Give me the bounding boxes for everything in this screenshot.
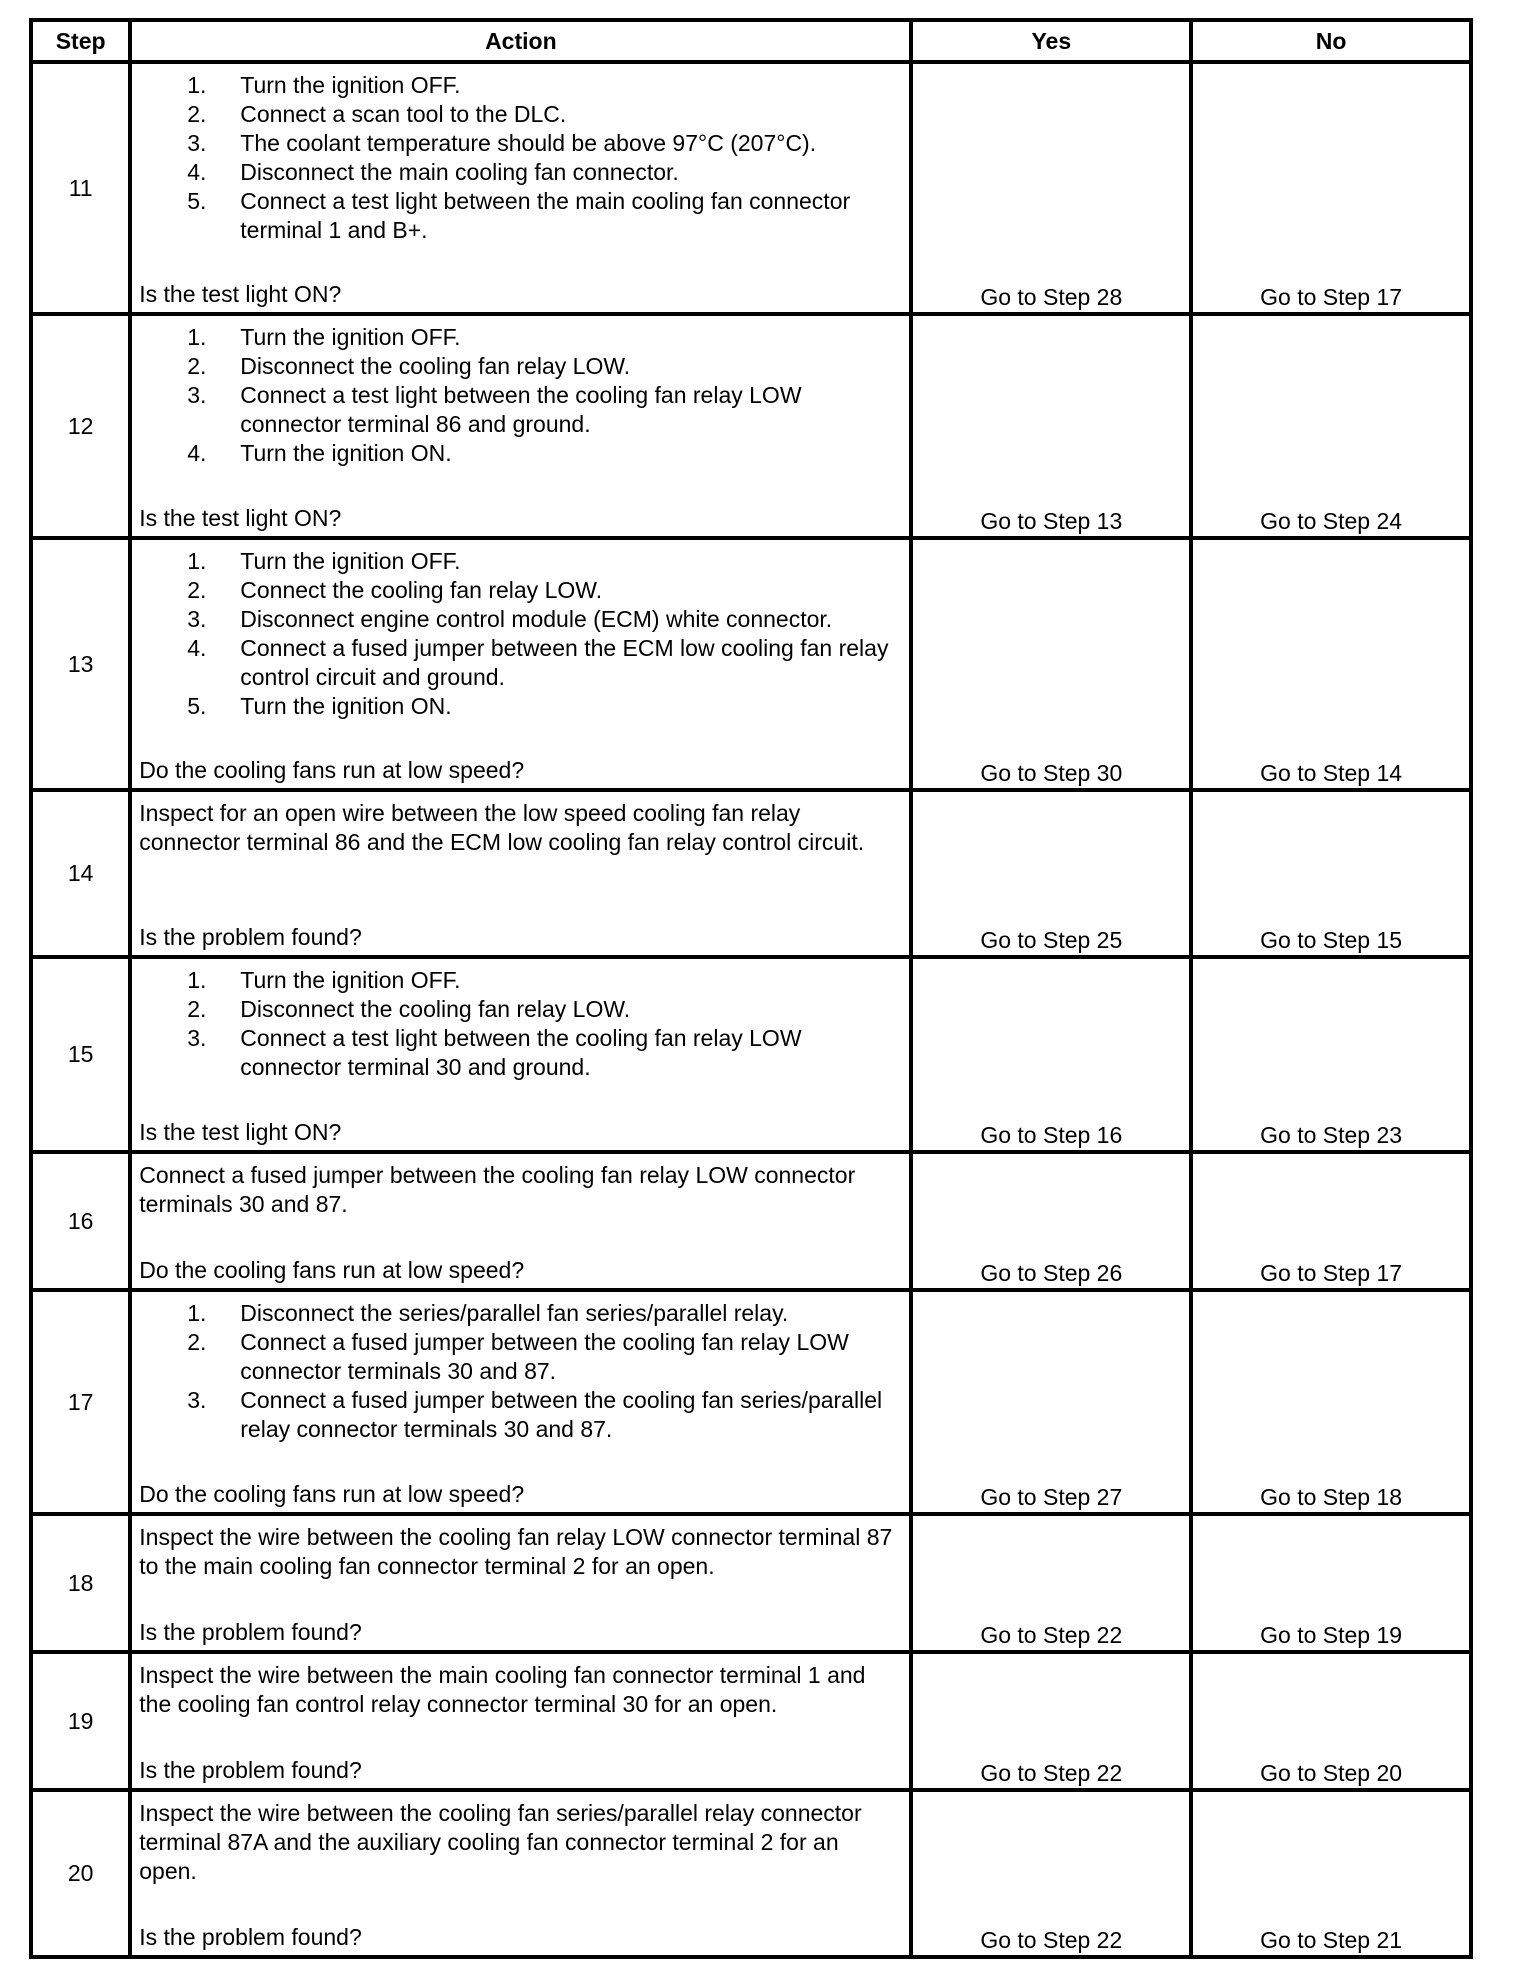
action-question: Is the problem found? — [139, 1757, 362, 1783]
step-number: 17 — [31, 1290, 130, 1514]
action-step — [139, 1299, 901, 1328]
action-step-text: Disconnect the main cooling fan connector. — [240, 159, 679, 185]
action-cell — [130, 1514, 911, 1652]
action-step-number: 4. — [187, 159, 207, 185]
action-step-text: Connect a test light between the main cooling fan connector terminal 1 and B+. — [240, 188, 851, 243]
yes-result: Go to Step 30 — [911, 538, 1191, 790]
action-step-text: Connect a test light between the cooling fan relay LOW connector terminal 30 and ground. — [240, 1025, 802, 1080]
action-step-text: Turn the ignition OFF. — [240, 324, 461, 350]
action-body — [132, 792, 909, 857]
no-result: Go to Step 24 — [1191, 314, 1471, 538]
action-cell — [130, 62, 911, 314]
action-step-number: 3. — [187, 382, 207, 408]
action-step-text: Turn the ignition OFF. — [240, 72, 461, 98]
action-step — [139, 1328, 901, 1386]
action-step-number: 3. — [187, 606, 207, 632]
table-row — [31, 957, 1471, 1152]
action-step — [139, 1024, 901, 1082]
action-step-text: Turn the ignition OFF. — [240, 967, 461, 993]
step-number: 15 — [31, 957, 130, 1152]
action-steps-list — [139, 547, 901, 721]
yes-result: Go to Step 27 — [911, 1290, 1191, 1514]
table-row — [31, 538, 1471, 790]
action-step-number: 2. — [187, 353, 207, 379]
action-step-text: Disconnect engine control module (ECM) white connector. — [240, 606, 833, 632]
action-cell — [130, 1652, 911, 1790]
action-step — [139, 100, 901, 129]
action-cell — [130, 790, 911, 957]
table-row — [31, 314, 1471, 538]
step-number: 12 — [31, 314, 130, 538]
no-result: Go to Step 21 — [1191, 1790, 1471, 1957]
table-row — [31, 1652, 1471, 1790]
action-cell — [130, 538, 911, 790]
action-step — [139, 439, 901, 468]
action-step — [139, 605, 901, 634]
action-step — [139, 158, 901, 187]
step-number: 11 — [31, 62, 130, 314]
action-body — [132, 1154, 909, 1219]
action-step-number: 4. — [187, 440, 207, 466]
action-cell — [130, 957, 911, 1152]
action-steps-list — [139, 71, 901, 245]
action-question: Is the problem found? — [139, 1924, 362, 1950]
action-question: Do the cooling fans run at low speed? — [139, 1257, 525, 1283]
step-number: 13 — [31, 538, 130, 790]
action-step — [139, 381, 901, 439]
table-row — [31, 790, 1471, 957]
no-result: Go to Step 19 — [1191, 1514, 1471, 1652]
step-number: 18 — [31, 1514, 130, 1652]
yes-result: Go to Step 26 — [911, 1152, 1191, 1290]
no-result: Go to Step 17 — [1191, 1152, 1471, 1290]
action-step-number: 1. — [187, 967, 207, 993]
action-step-number: 2. — [187, 577, 207, 603]
action-step — [139, 995, 901, 1024]
action-step-number: 1. — [187, 1300, 207, 1326]
action-question: Is the test light ON? — [139, 281, 342, 307]
no-result: Go to Step 14 — [1191, 538, 1471, 790]
step-number: 19 — [31, 1652, 130, 1790]
yes-result: Go to Step 25 — [911, 790, 1191, 957]
action-question: Do the cooling fans run at low speed? — [139, 1481, 525, 1507]
action-question: Is the problem found? — [139, 924, 362, 950]
action-step-text: Connect the cooling fan relay LOW. — [240, 577, 603, 603]
action-step — [139, 966, 901, 995]
action-text: Inspect the wire between the cooling fan relay LOW connector terminal 87 to the main cooling fan connector terminal 2 for an open. — [139, 1524, 893, 1579]
yes-result: Go to Step 16 — [911, 957, 1191, 1152]
header-no: No — [1191, 20, 1471, 62]
action-step-number: 2. — [187, 101, 207, 127]
action-body — [132, 64, 909, 245]
yes-result: Go to Step 28 — [911, 62, 1191, 314]
action-step-text: Connect a fused jumper between the cooling fan series/parallel relay connector terminals 30 and 87. — [240, 1387, 883, 1442]
action-cell — [130, 314, 911, 538]
action-step — [139, 576, 901, 605]
action-step-number: 2. — [187, 996, 207, 1022]
header-row — [31, 20, 1471, 62]
action-step-text: Connect a fused jumper between the cooling fan relay LOW connector terminals 30 and 87. — [240, 1329, 849, 1384]
header-yes: Yes — [911, 20, 1191, 62]
action-step-text: Turn the ignition ON. — [240, 693, 452, 719]
action-step — [139, 1386, 901, 1444]
action-question: Is the test light ON? — [139, 505, 342, 531]
action-step — [139, 547, 901, 576]
action-step-number: 3. — [187, 1025, 207, 1051]
action-step-number: 1. — [187, 72, 207, 98]
action-step-text: Disconnect the series/parallel fan series/parallel relay. — [240, 1300, 789, 1326]
action-step — [139, 352, 901, 381]
action-step-text: Connect a test light between the cooling fan relay LOW connector terminal 86 and ground. — [240, 382, 802, 437]
action-step-number: 1. — [187, 324, 207, 350]
table-row — [31, 1290, 1471, 1514]
step-number: 16 — [31, 1152, 130, 1290]
action-step-text: Disconnect the cooling fan relay LOW. — [240, 996, 631, 1022]
no-result: Go to Step 15 — [1191, 790, 1471, 957]
table-row — [31, 1152, 1471, 1290]
action-text: Inspect the wire between the cooling fan series/parallel relay connector terminal 87A and the auxiliary cooling fan connector terminal 2 for an open. — [139, 1800, 862, 1884]
action-question: Is the test light ON? — [139, 1119, 342, 1145]
action-cell — [130, 1290, 911, 1514]
header-step: Step — [31, 20, 130, 62]
action-step-text: The coolant temperature should be above 97°C (207°C). — [240, 130, 817, 156]
action-body — [132, 316, 909, 468]
action-step — [139, 323, 901, 352]
action-question: Is the problem found? — [139, 1619, 362, 1645]
action-steps-list — [139, 323, 901, 468]
action-steps-list — [139, 966, 901, 1082]
action-text: Connect a fused jumper between the cooling fan relay LOW connector terminals 30 and 87. — [139, 1162, 856, 1217]
diagnostic-table — [29, 18, 1473, 1959]
action-text: Inspect the wire between the main cooling fan connector terminal 1 and the cooling fan control relay connector terminal 30 for an open. — [139, 1662, 866, 1717]
action-step — [139, 692, 901, 721]
table-row — [31, 1790, 1471, 1957]
header-action: Action — [130, 20, 911, 62]
action-body — [132, 1654, 909, 1719]
action-step — [139, 187, 901, 245]
action-cell — [130, 1790, 911, 1957]
action-step-number: 5. — [187, 188, 207, 214]
no-result: Go to Step 18 — [1191, 1290, 1471, 1514]
action-step — [139, 129, 901, 158]
action-step-number: 5. — [187, 693, 207, 719]
action-body — [132, 540, 909, 721]
no-result: Go to Step 23 — [1191, 957, 1471, 1152]
no-result: Go to Step 17 — [1191, 62, 1471, 314]
action-step — [139, 634, 901, 692]
action-step-text: Turn the ignition ON. — [240, 440, 452, 466]
action-question: Do the cooling fans run at low speed? — [139, 757, 525, 783]
action-step-text: Disconnect the cooling fan relay LOW. — [240, 353, 631, 379]
action-step-number: 3. — [187, 1387, 207, 1413]
step-number: 20 — [31, 1790, 130, 1957]
action-step-number: 2. — [187, 1329, 207, 1355]
action-step-text: Connect a fused jumper between the ECM low cooling fan relay control circuit and ground. — [240, 635, 889, 690]
step-number: 14 — [31, 790, 130, 957]
action-text: Inspect for an open wire between the low speed cooling fan relay connector terminal 86 and the ECM low cooling fan relay control circuit. — [139, 800, 865, 855]
action-step-text: Connect a scan tool to the DLC. — [240, 101, 567, 127]
action-body — [132, 959, 909, 1082]
action-cell — [130, 1152, 911, 1290]
yes-result: Go to Step 13 — [911, 314, 1191, 538]
action-step-number: 4. — [187, 635, 207, 661]
action-steps-list — [139, 1299, 901, 1444]
yes-result: Go to Step 22 — [911, 1652, 1191, 1790]
action-step-number: 1. — [187, 548, 207, 574]
table-row — [31, 62, 1471, 314]
action-step-number: 3. — [187, 130, 207, 156]
action-body — [132, 1292, 909, 1444]
action-step — [139, 71, 901, 100]
action-step-text: Turn the ignition OFF. — [240, 548, 461, 574]
yes-result: Go to Step 22 — [911, 1514, 1191, 1652]
action-body — [132, 1792, 909, 1886]
table-row — [31, 1514, 1471, 1652]
action-body — [132, 1516, 909, 1581]
yes-result: Go to Step 22 — [911, 1790, 1191, 1957]
no-result: Go to Step 20 — [1191, 1652, 1471, 1790]
